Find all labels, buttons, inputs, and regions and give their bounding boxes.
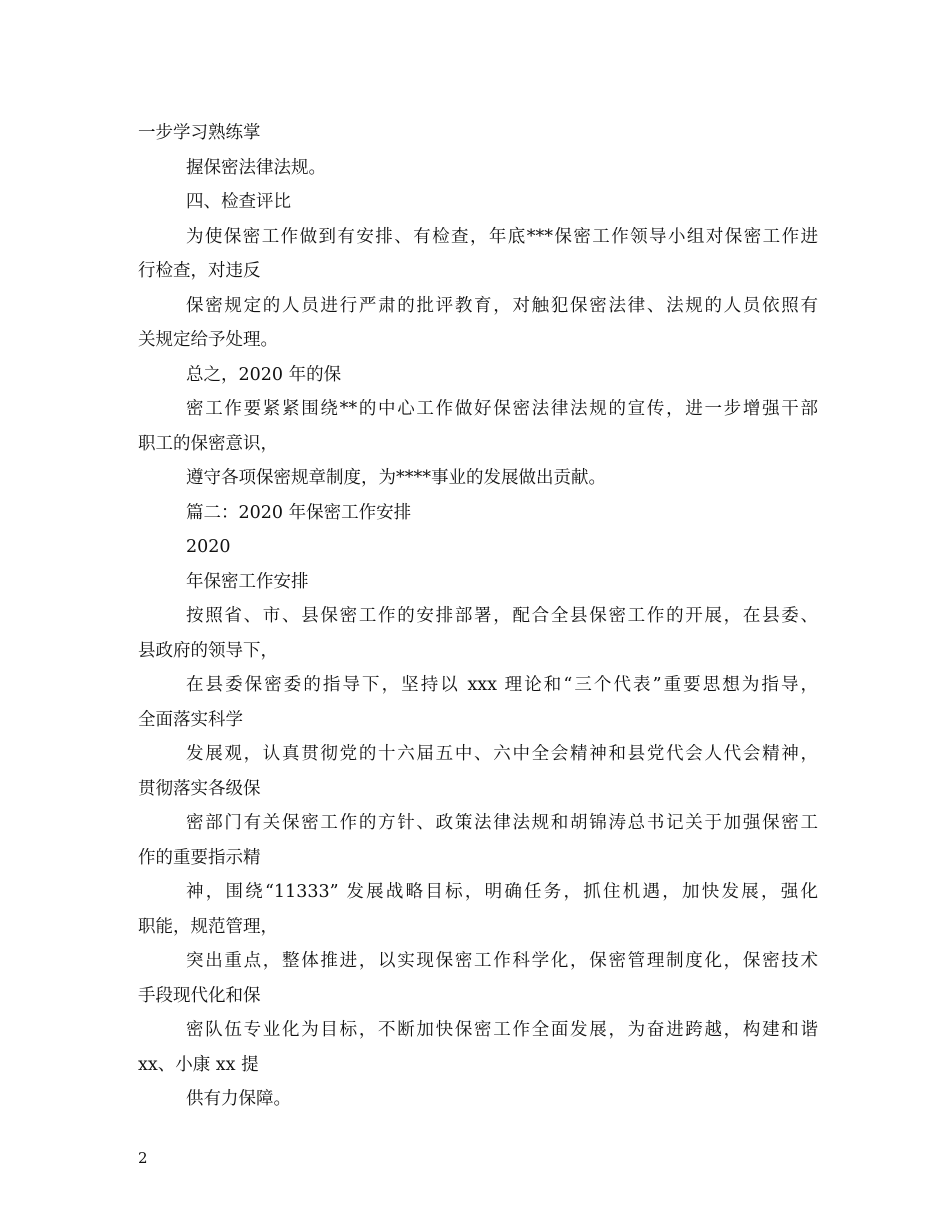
paragraph-line: 握保密法律法规。 [186,157,326,178]
paragraph [138,599,818,668]
paragraph-line: 作的重要指示精 [138,847,261,868]
paragraph-line: 突出重点，整体推进，以实现保密工作科学化，保密管理制度化，保密技术 [186,951,818,971]
paragraph [138,806,818,875]
paragraph-line: 神，围绕“11333” 发展战略目标，明确任务，抓住机遇，加快发展，强化 [186,882,818,902]
paragraph-line: 年保密工作安排 [186,571,309,592]
paragraph [138,220,818,289]
paragraph-line: 篇二：2020 年保密工作安排 [186,502,412,523]
paragraph [138,496,818,531]
paragraph [138,461,818,496]
paragraph-line: 密工作要紧紧围绕**的中心工作做好保密法律法规的宣传，进一步增强干部 [186,399,818,419]
paragraph-line: 一步学习熟练掌 [138,123,261,143]
paragraph [138,737,818,806]
paragraph [138,1082,818,1117]
paragraph-line: 关规定给予处理。 [138,330,278,350]
paragraph-line: 发展观，认真贯彻党的十六届五中、六中全会精神和县党代会人代会精神， [186,744,818,764]
paragraph-line: 为使保密工作做到有安排、有检查，年底***保密工作领导小组对保密工作进 [186,226,818,247]
paragraph [138,289,818,358]
document-body [138,116,818,1117]
paragraph [138,875,818,944]
paragraph [138,530,818,565]
paragraph [138,565,818,600]
paragraph-line: 行检查，对违反 [138,261,261,281]
paragraph-line: xx、小康 xx 提 [138,1054,259,1075]
paragraph-line: 遵守各项保密规章制度，为****事业的发展做出贡献。 [186,468,606,488]
paragraph [138,668,818,737]
paragraph-line: 县政府的领导下， [138,640,278,661]
paragraph-line: 保密规定的人员进行严肃的批评教育，对触犯保密法律、法规的人员依照有 [186,295,818,316]
paragraph [138,944,818,1013]
paragraph-line: 密队伍专业化为目标，不断加快保密工作全面发展，为奋进跨越，构建和谐 [186,1020,818,1040]
paragraph-line: 供有力保障。 [186,1089,291,1109]
paragraph-line: 四、检查评比 [186,192,291,212]
paragraph [138,358,818,393]
paragraph [138,392,818,461]
page-number: 2 [138,1149,148,1167]
paragraph [138,116,818,151]
paragraph [138,1013,818,1082]
paragraph-line: 全面落实科学 [138,709,243,730]
paragraph-line: 贯彻落实各级保 [138,778,261,799]
paragraph-line: 总之，2020 年的保 [186,364,342,385]
paragraph-line: 2020 [186,537,231,557]
paragraph-line: 职工的保密意识， [138,433,278,454]
paragraph [138,185,818,220]
paragraph-line: 职能，规范管理， [138,916,278,937]
paragraph-line: 手段现代化和保 [138,985,261,1006]
paragraph-line: 按照省、市、县保密工作的安排部署，配合全县保密工作的开展，在县委、 [186,606,818,626]
paragraph [138,151,818,186]
paragraph-line: 密部门有关保密工作的方针、政策法律法规和胡锦涛总书记关于加强保密工 [186,813,818,833]
paragraph-line: 在县委保密委的指导下，坚持以 xxx 理论和“三个代表”重要思想为指导， [186,675,818,695]
